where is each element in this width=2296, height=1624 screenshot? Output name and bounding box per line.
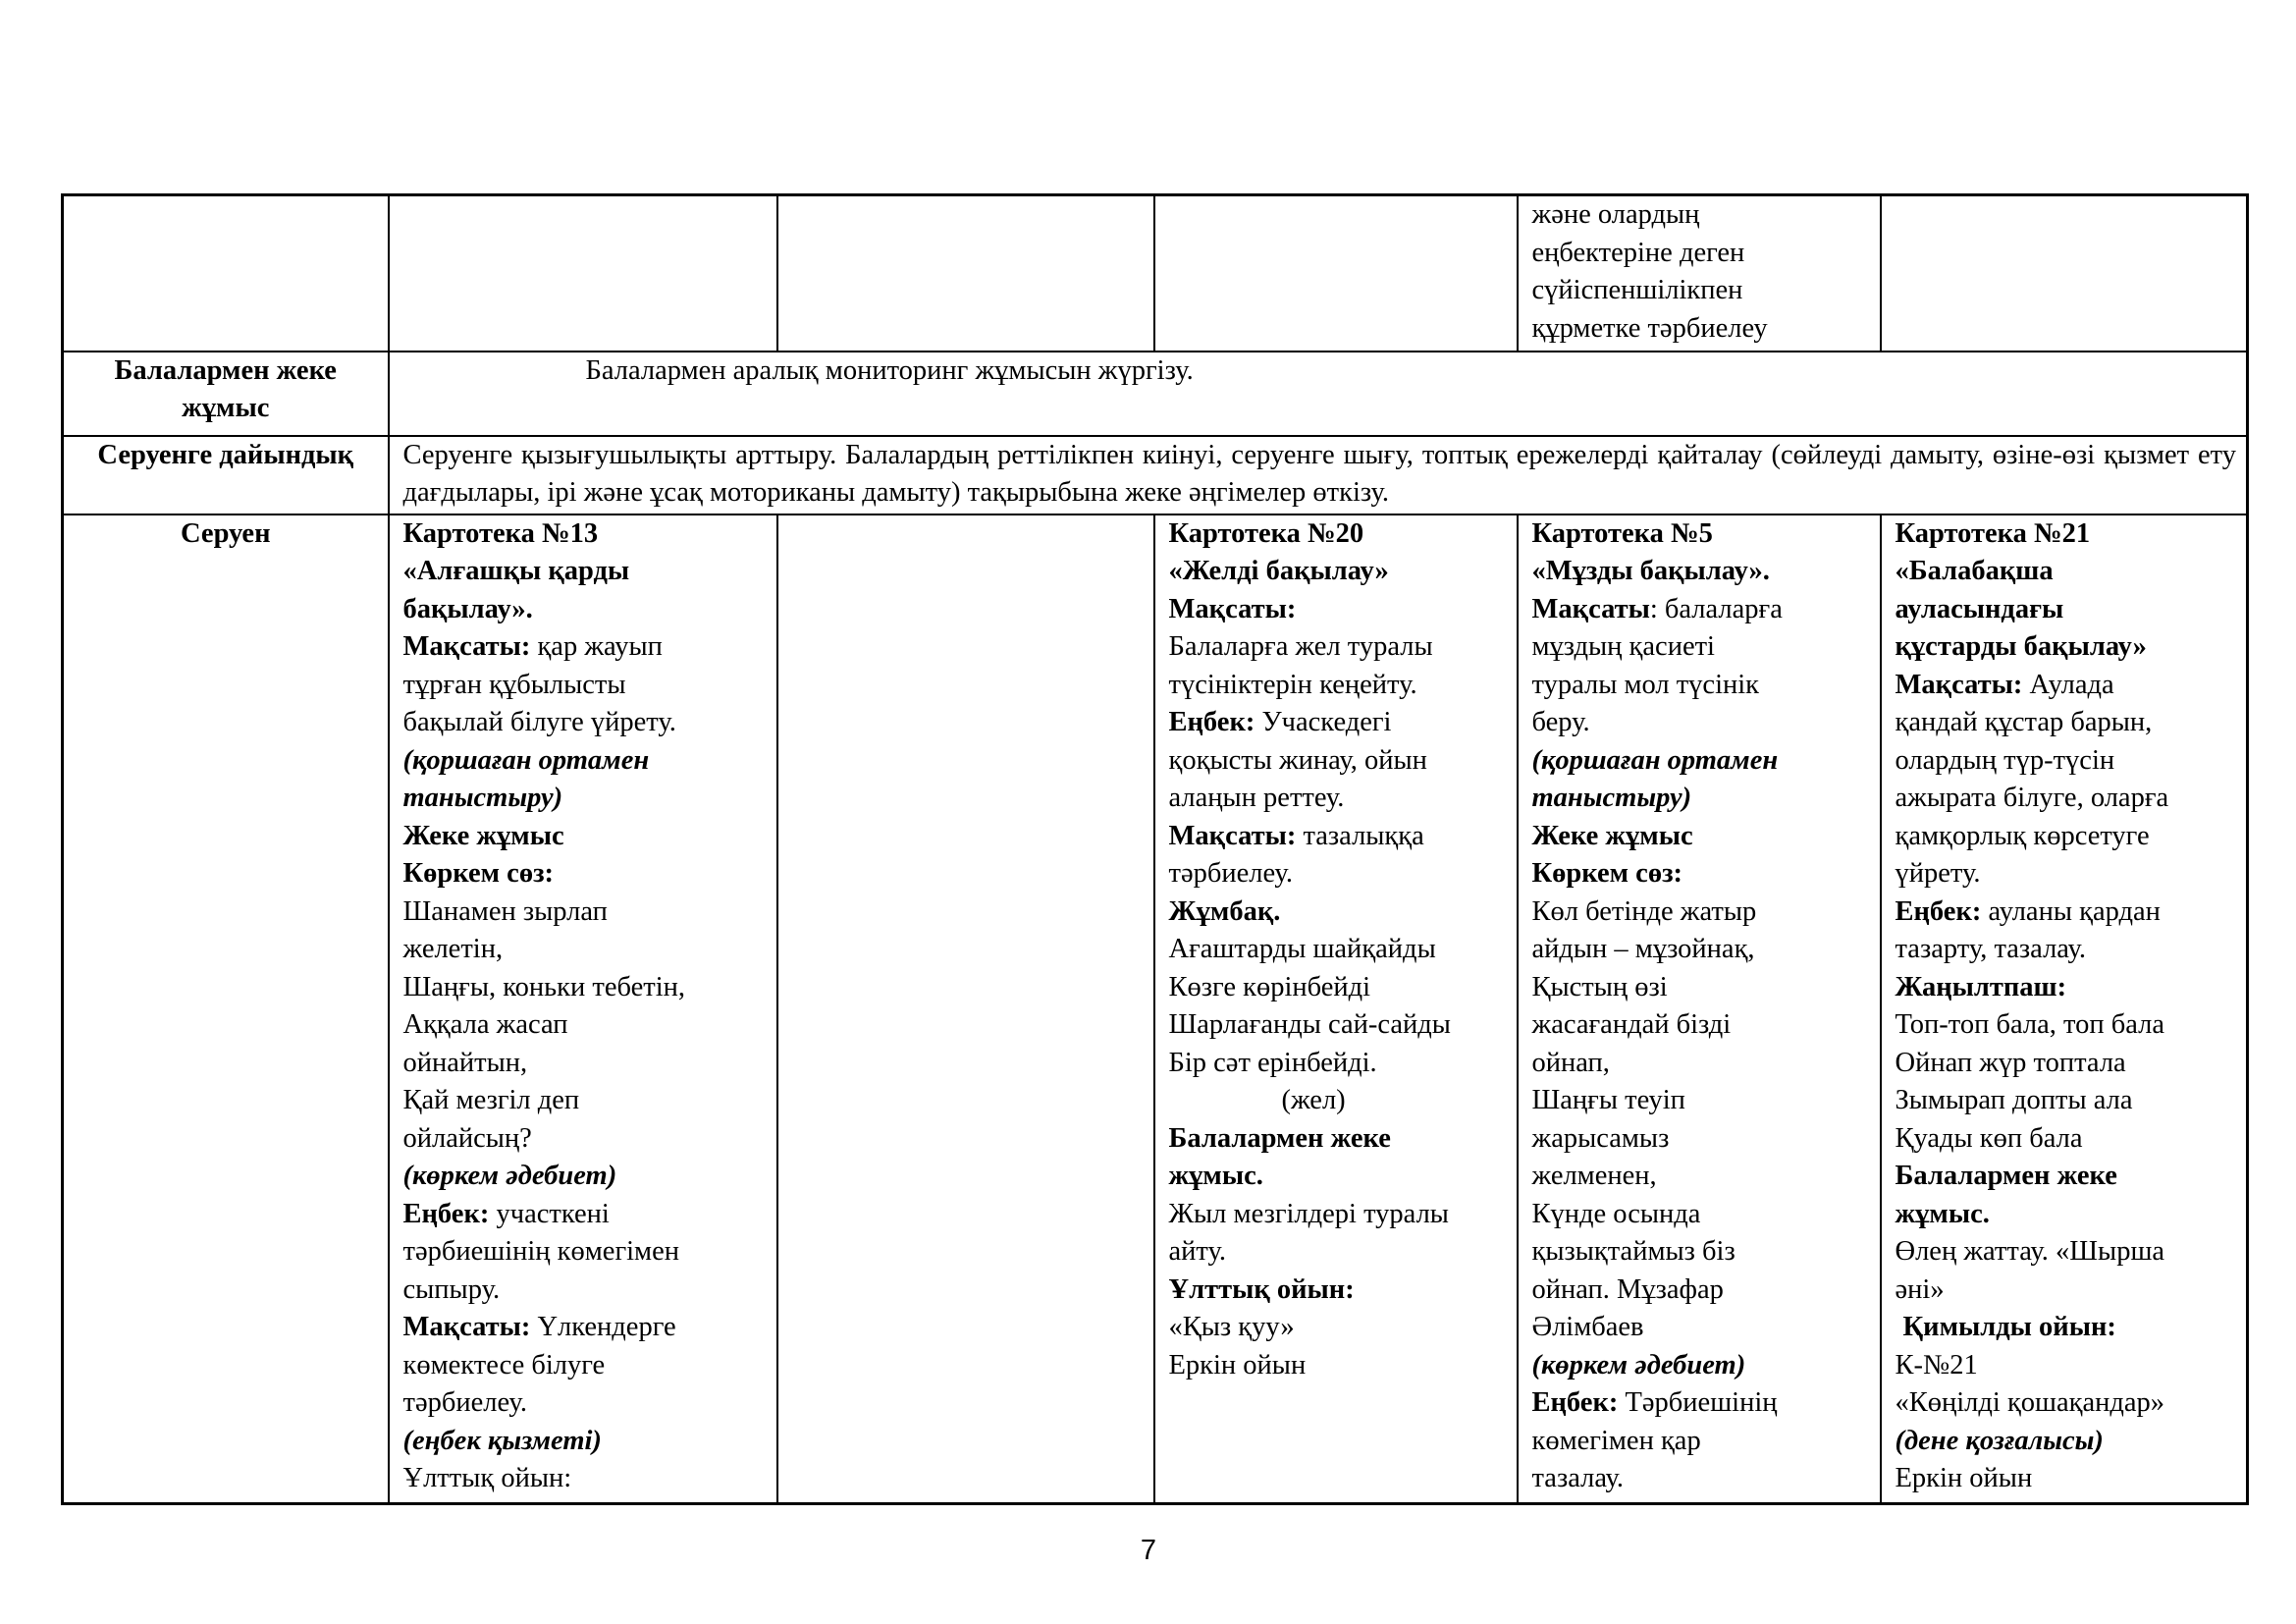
game-text: Еркін ойын (1168, 1349, 1307, 1380)
riddle-label: Жұмбақ. (1168, 895, 1281, 927)
goal-label: Мақсаты: (402, 1312, 531, 1342)
goal-text: беру. (1531, 707, 1590, 737)
work-label: Еңбек: (1168, 707, 1255, 737)
thursday-cell-continuation (1518, 195, 1881, 352)
monday-cell-empty (389, 195, 777, 352)
card-subtitle: «Желді бақылау» (1168, 556, 1389, 586)
poem-line: ойнап, (1531, 1047, 1610, 1078)
goal-text: : балаларға (1649, 593, 1783, 624)
poem-line: жасағандай бізді (1531, 1009, 1732, 1040)
work-label: Еңбек: (402, 1198, 490, 1229)
work-text: ауланы қардан (1988, 895, 2161, 927)
card-subtitle: ауласындағы (1895, 593, 2064, 624)
goal-text: олардың түр-түсін (1895, 744, 2115, 776)
tuesday-walk-cell-empty (777, 514, 1154, 1504)
card-subtitle: «Мұзды бақылау». (1531, 556, 1770, 586)
goal-text: тәрбиелеу. (1168, 858, 1293, 889)
tongue-twister-line: Қуады көп бала (1895, 1122, 2083, 1154)
poem-line: ойнап. Мұзафар (1531, 1273, 1724, 1305)
individual-text: Өлең жаттау. «Шырша (1895, 1236, 2165, 1267)
area-note: (көркем әдебиет) (402, 1161, 617, 1191)
poem-line: Қыстың өзі (1531, 971, 1668, 1002)
individual-text: әні» (1895, 1273, 1945, 1305)
area-note: (қоршаған ортамен (1531, 744, 1779, 776)
riddle-line: Көзге көрінбейді (1168, 971, 1371, 1002)
goal-label: Мақсаты: (1895, 669, 2023, 700)
art-label: Көркем сөз: (402, 858, 555, 889)
poem-line: жарысамыз (1531, 1122, 1670, 1154)
card-title: Картотека №5 (1531, 517, 1713, 549)
text-line: және олардың (1531, 199, 1700, 230)
page-number: 7 (1140, 1535, 1157, 1566)
riddle-line: Бір сәт ерінбейді. (1168, 1047, 1377, 1078)
goal-text: мұздың қасиеті (1531, 631, 1715, 662)
poem-line: Шанамен зырлап (402, 895, 608, 927)
area-note: таныстыру) (402, 783, 563, 813)
work-label: Еңбек: (1531, 1387, 1619, 1418)
text-line: еңбектеріне деген (1531, 237, 1745, 268)
text-line: құрметке тәрбиелеу (1531, 312, 1768, 344)
area-note: (еңбек қызметі) (402, 1425, 602, 1456)
table-row-walk-preparation (63, 436, 2248, 514)
row-label-walk: Серуен (63, 514, 389, 1504)
tongue-twister-line: Ойнап жүр топтала (1895, 1047, 2126, 1078)
tongue-twister-line: Зымырап допты ала (1895, 1085, 2133, 1115)
game-label: Ұлттық ойын: (402, 1463, 572, 1493)
monday-walk-cell (389, 514, 777, 1504)
work-text: көмегімен қар (1531, 1425, 1701, 1456)
poem-line: ойнайтын, (402, 1047, 528, 1078)
individual-text: айту. (1168, 1236, 1227, 1267)
table-row-continuation (63, 195, 2248, 352)
wednesday-walk-cell (1154, 514, 1518, 1504)
friday-walk-cell (1881, 514, 2248, 1504)
poem-line: Көл бетінде жатыр (1531, 895, 1757, 927)
individual-label: Жеке жұмыс (1531, 820, 1693, 851)
goal-text: тазалыққа (1303, 820, 1424, 851)
poem-line: Шаңғы, коньки тебетін, (402, 971, 685, 1002)
tongue-twister-line: Топ-топ бала, топ бала (1895, 1009, 2164, 1040)
game-text: К-№21 (1895, 1349, 1978, 1380)
work-text: тазарту, тазалау. (1895, 934, 2087, 964)
free-play-text: Еркін ойын (1895, 1463, 2033, 1493)
work-text: Тәрбиешінің (1625, 1387, 1778, 1418)
card-subtitle: «Балабақша (1895, 556, 2054, 586)
riddle-line: Ағаштарды шайқайды (1168, 934, 1436, 964)
work-text: сыпыру. (402, 1273, 501, 1305)
poem-line: Әлімбаев (1531, 1312, 1644, 1342)
work-text: алаңын реттеу. (1168, 783, 1345, 813)
riddle-answer: (жел) (1281, 1085, 1346, 1115)
card-title: Картотека №21 (1895, 517, 2091, 549)
goal-label: Мақсаты (1531, 593, 1650, 624)
goal-text: туралы мол түсінік (1531, 669, 1760, 700)
riddle-line: Шарлағанды сай-сайды (1168, 1009, 1451, 1040)
work-text: Учаскедегі (1261, 707, 1392, 737)
card-subtitle: бақылау». (402, 593, 533, 624)
goal-text: Аулада (2029, 669, 2114, 700)
individual-label: Жеке жұмыс (402, 820, 564, 851)
work-text: тазалау. (1531, 1463, 1625, 1493)
individual-text: Жыл мезгілдері туралы (1168, 1198, 1449, 1229)
area-note: (көркем әдебиет) (1531, 1349, 1746, 1380)
row-label-individual-work: Балалармен жеке жұмыс (63, 352, 389, 436)
walk-preparation-text: Серуенге қызығушылықты арттыру. Балалардың реттілікпен киінуі, серуенге шығу, топтық ережелерді қайталау (сөйлеуді дамыту, өзіне-өзі қызмет ету дағдылары, ірі және ұсақ моториканы дамыту) тақырыбына жеке әңгімелер өткізу. (389, 436, 2248, 514)
poem-line: Қай мезгіл деп (402, 1085, 580, 1115)
poem-line: ойлайсың? (402, 1122, 532, 1154)
game-label: Ұлттық ойын: (1168, 1273, 1355, 1305)
table-row-walk (63, 514, 2248, 1504)
work-text: қоқысты жинау, ойын (1168, 744, 1427, 776)
individual-label: Балалармен жеке (1168, 1122, 1391, 1154)
goal-text: көмектесе білуге (402, 1349, 606, 1380)
goal-text: түсініктерін кеңейту. (1168, 669, 1417, 700)
individual-label: Балалармен жеке (1895, 1161, 2117, 1191)
goal-label: Мақсаты: (1168, 593, 1297, 624)
poem-line: қызықтаймыз біз (1531, 1236, 1735, 1267)
text-line: сүйіспеншілікпен (1531, 275, 1743, 305)
goal-text: үйрету. (1895, 858, 1981, 889)
individual-work-text: Балалармен аралық мониторинг жұмысын жүргізу. (389, 352, 2248, 436)
goal-text: тұрған құбылысты (402, 669, 626, 700)
goal-text: қандай құстар барын, (1895, 707, 2153, 737)
area-note: (дене қозғалысы) (1895, 1425, 2104, 1456)
goal-text: тәрбиелеу. (402, 1387, 527, 1418)
work-text: тәрбиешінің көмегімен (402, 1236, 679, 1267)
area-note: таныстыру) (1531, 783, 1692, 813)
poem-line: айдын – мұзойнақ, (1531, 934, 1755, 964)
game-text: «Қыз қуу» (1168, 1312, 1295, 1342)
goal-text: қамқорлық көрсетуге (1895, 820, 2150, 851)
poem-line: Аққала жасап (402, 1009, 568, 1040)
individual-label: жұмыс. (1168, 1161, 1263, 1191)
thursday-walk-cell (1518, 514, 1881, 1504)
goal-label: Мақсаты: (1168, 820, 1297, 851)
poem-line: желетін, (402, 934, 504, 964)
poem-line: Шаңғы теуіп (1531, 1085, 1685, 1115)
game-text: «Көңілді қошақандар» (1895, 1387, 2165, 1418)
work-label: Еңбек: (1895, 895, 1982, 927)
card-subtitle: құстарды бақылау» (1895, 631, 2147, 662)
individual-label: жұмыс. (1895, 1198, 1990, 1229)
goal-text: ажырата білуге, оларға (1895, 783, 2169, 813)
card-title: Картотека №13 (402, 517, 599, 549)
goal-text: қар жауып (537, 631, 663, 662)
daily-plan-table (61, 193, 2249, 1505)
goal-text: Үлкендерге (537, 1312, 676, 1342)
goal-text: бақылай білуге үйрету. (402, 707, 676, 737)
wednesday-cell-empty (1154, 195, 1518, 352)
art-label: Көркем сөз: (1531, 858, 1683, 889)
goal-label: Мақсаты: (402, 631, 531, 662)
friday-cell-empty (1881, 195, 2248, 352)
tuesday-cell-empty (777, 195, 1154, 352)
card-title: Картотека №20 (1168, 517, 1364, 549)
work-text: участкені (496, 1198, 610, 1229)
goal-text: Балаларға жел туралы (1168, 631, 1433, 662)
row-label-walk-preparation: Серуенге дайындық (63, 436, 389, 514)
table-row-individual-work (63, 352, 2248, 436)
card-subtitle: «Алғашқы қарды (402, 556, 630, 586)
game-label: Қимылды ойын: (1902, 1312, 2116, 1342)
area-note: (қоршаған ортамен (402, 744, 650, 776)
poem-line: желменен, (1531, 1161, 1657, 1191)
tongue-twister-label: Жаңылтпаш: (1895, 971, 2067, 1002)
label-cell-empty (63, 195, 389, 352)
poem-line: Күнде осында (1531, 1198, 1701, 1229)
